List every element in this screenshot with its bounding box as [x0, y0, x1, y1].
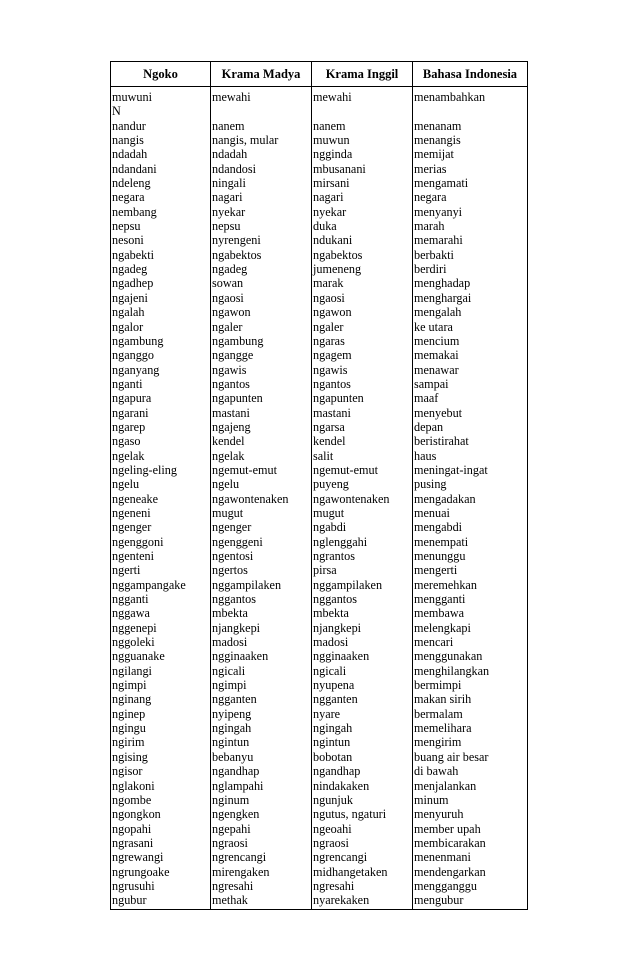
bahasa-indonesia-cell: menjalankan — [413, 779, 528, 793]
krama-madya-cell: ngabektos — [211, 248, 312, 262]
table-row — [111, 320, 528, 334]
bahasa-indonesia-cell: mengerti — [413, 563, 528, 577]
krama-inggil-cell: kendel — [312, 434, 413, 448]
bahasa-indonesia-cell: mengadakan — [413, 492, 528, 506]
table-row — [111, 377, 528, 391]
krama-inggil-cell: mbusanani — [312, 162, 413, 176]
table-row — [111, 205, 528, 219]
krama-madya-cell: ngelu — [211, 477, 312, 491]
bahasa-indonesia-cell: di bawah — [413, 764, 528, 778]
bahasa-indonesia-cell: bermimpi — [413, 678, 528, 692]
bahasa-indonesia-cell: menyebut — [413, 406, 528, 420]
table-row — [111, 635, 528, 649]
bahasa-indonesia-cell: bermalam — [413, 707, 528, 721]
krama-inggil-cell: nggampilaken — [312, 578, 413, 592]
krama-madya-cell: nyipeng — [211, 707, 312, 721]
ngoko-cell: ngrusuhi — [111, 879, 211, 893]
krama-madya-cell: sowan — [211, 276, 312, 290]
krama-madya-cell: nagari — [211, 190, 312, 204]
bahasa-indonesia-cell: sampai — [413, 377, 528, 391]
ngoko-cell: ngadhep — [111, 276, 211, 290]
bahasa-indonesia-cell: mengamati — [413, 176, 528, 190]
krama-inggil-cell: pirsa — [312, 563, 413, 577]
ngoko-cell: ngelu — [111, 477, 211, 491]
ngoko-cell: nganyang — [111, 363, 211, 377]
table-row — [111, 520, 528, 534]
ngoko-cell: ngaso — [111, 434, 211, 448]
krama-madya-cell: ngajeng — [211, 420, 312, 434]
table-row — [111, 850, 528, 864]
krama-inggil-cell: marak — [312, 276, 413, 290]
table-row — [111, 578, 528, 592]
krama-inggil-cell: madosi — [312, 635, 413, 649]
ngoko-cell: negara — [111, 190, 211, 204]
table-row — [111, 592, 528, 606]
bahasa-indonesia-cell: berdiri — [413, 262, 528, 276]
krama-madya-cell: ngawontenaken — [211, 492, 312, 506]
table-row — [111, 721, 528, 735]
krama-madya-cell: ngangge — [211, 348, 312, 362]
krama-inggil-cell: mugut — [312, 506, 413, 520]
krama-madya-cell: ndandosi — [211, 162, 312, 176]
table-row — [111, 406, 528, 420]
ngoko-cell: nggawa — [111, 606, 211, 620]
krama-madya-cell: kendel — [211, 434, 312, 448]
table-row — [111, 233, 528, 247]
ngoko-cell: nggoleki — [111, 635, 211, 649]
ngoko-cell: nginep — [111, 707, 211, 721]
ngoko-cell: nginang — [111, 692, 211, 706]
krama-inggil-cell: mbekta — [312, 606, 413, 620]
table-row — [111, 248, 528, 262]
krama-madya-cell: ngemut-emut — [211, 463, 312, 477]
krama-inggil-cell: ngrencangi — [312, 850, 413, 864]
bahasa-indonesia-cell: membawa — [413, 606, 528, 620]
bahasa-indonesia-cell: ke utara — [413, 320, 528, 334]
krama-inggil-cell: ndukani — [312, 233, 413, 247]
bahasa-indonesia-cell: menangis — [413, 133, 528, 147]
krama-inggil-cell: mastani — [312, 406, 413, 420]
ngoko-cell: ngenggoni — [111, 535, 211, 549]
krama-inggil-cell: ngapunten — [312, 391, 413, 405]
ngoko-cell: ngalah — [111, 305, 211, 319]
bahasa-indonesia-cell: haus — [413, 449, 528, 463]
bahasa-indonesia-cell: mengabdi — [413, 520, 528, 534]
bahasa-indonesia-cell: minum — [413, 793, 528, 807]
bahasa-indonesia-cell: menawar — [413, 363, 528, 377]
table-row — [111, 334, 528, 348]
krama-inggil-cell: midhangetaken — [312, 865, 413, 879]
krama-madya-cell: ngertos — [211, 563, 312, 577]
krama-madya-cell: nggantos — [211, 592, 312, 606]
krama-inggil-cell: nggantos — [312, 592, 413, 606]
ngoko-cell: ngarep — [111, 420, 211, 434]
table-row — [111, 219, 528, 233]
table-row — [111, 348, 528, 362]
krama-madya-cell: ngadeg — [211, 262, 312, 276]
krama-inggil-cell: ngawon — [312, 305, 413, 319]
table-row — [111, 807, 528, 821]
bahasa-indonesia-cell: membicarakan — [413, 836, 528, 850]
krama-inggil-cell: nyarekaken — [312, 893, 413, 909]
bahasa-indonesia-cell: menyuruh — [413, 807, 528, 821]
krama-inggil-cell: nagari — [312, 190, 413, 204]
bahasa-indonesia-cell: member upah — [413, 822, 528, 836]
header-krama-madya: Krama Madya — [211, 62, 312, 87]
krama-madya-cell: nglampahi — [211, 779, 312, 793]
ngoko-cell: ngombe — [111, 793, 211, 807]
krama-inggil-cell: salit — [312, 449, 413, 463]
krama-madya-cell: ngginaaken — [211, 649, 312, 663]
bahasa-indonesia-cell: marah — [413, 219, 528, 233]
ngoko-cell: nandur — [111, 119, 211, 133]
krama-madya-cell: ngganten — [211, 692, 312, 706]
table-row — [111, 822, 528, 836]
ngoko-cell: ngeneake — [111, 492, 211, 506]
krama-madya-cell: nginum — [211, 793, 312, 807]
krama-madya-cell: nanem — [211, 119, 312, 133]
krama-inggil-cell: ngawis — [312, 363, 413, 377]
bahasa-indonesia-cell: mendengarkan — [413, 865, 528, 879]
krama-inggil-cell: muwun — [312, 133, 413, 147]
krama-inggil-cell: nyekar — [312, 205, 413, 219]
krama-inggil-cell: mewahi — [312, 87, 413, 119]
table-row — [111, 119, 528, 133]
ngoko-cell: ngenger — [111, 520, 211, 534]
table-row — [111, 549, 528, 563]
ngoko-cell: ndeleng — [111, 176, 211, 190]
bahasa-indonesia-cell: menuai — [413, 506, 528, 520]
krama-madya-cell: ngaosi — [211, 291, 312, 305]
krama-madya-cell: mirengaken — [211, 865, 312, 879]
ngoko-cell: ndadah — [111, 147, 211, 161]
ngoko-cell: ngarani — [111, 406, 211, 420]
bahasa-indonesia-cell: menghilangkan — [413, 664, 528, 678]
bahasa-indonesia-cell: mengirim — [413, 735, 528, 749]
header-row — [111, 62, 528, 87]
ngoko-cell: ngubur — [111, 893, 211, 909]
krama-madya-cell: ngawon — [211, 305, 312, 319]
ngoko-cell: ngenteni — [111, 549, 211, 563]
krama-madya-cell: ngaler — [211, 320, 312, 334]
ngoko-cell: nggampangake — [111, 578, 211, 592]
table-row — [111, 649, 528, 663]
table-row — [111, 133, 528, 147]
krama-inggil-cell: njangkepi — [312, 621, 413, 635]
ngoko-cell: nggenepi — [111, 621, 211, 635]
krama-inggil-cell: ngraosi — [312, 836, 413, 850]
table-row — [111, 621, 528, 635]
table-row — [111, 176, 528, 190]
bahasa-indonesia-cell: maaf — [413, 391, 528, 405]
krama-inggil-cell: ngaler — [312, 320, 413, 334]
krama-madya-cell: njangkepi — [211, 621, 312, 635]
table-row — [111, 449, 528, 463]
bahasa-indonesia-cell: mengganggu — [413, 879, 528, 893]
bahasa-indonesia-cell: beristirahat — [413, 434, 528, 448]
krama-inggil-cell: ngrantos — [312, 549, 413, 563]
bahasa-indonesia-cell: buang air besar — [413, 750, 528, 764]
ngoko-cell: ngrungoake — [111, 865, 211, 879]
table-body — [111, 87, 528, 910]
table-row — [111, 606, 528, 620]
krama-inggil-cell: nyupena — [312, 678, 413, 692]
krama-madya-cell: nangis, mular — [211, 133, 312, 147]
table-row — [111, 535, 528, 549]
krama-madya-cell: ngantos — [211, 377, 312, 391]
krama-inggil-cell: ngabektos — [312, 248, 413, 262]
krama-madya-cell: mewahi — [211, 87, 312, 119]
table-row — [111, 190, 528, 204]
bahasa-indonesia-cell: meremehkan — [413, 578, 528, 592]
ngoko-cell: ngrewangi — [111, 850, 211, 864]
krama-inggil-cell: ngagem — [312, 348, 413, 362]
bahasa-indonesia-cell: makan sirih — [413, 692, 528, 706]
ngoko-cell: ngerti — [111, 563, 211, 577]
table-row — [111, 793, 528, 807]
table-row — [111, 492, 528, 506]
ngoko-cell: ngirim — [111, 735, 211, 749]
krama-madya-cell: ngrencangi — [211, 850, 312, 864]
krama-madya-cell: ngepahi — [211, 822, 312, 836]
krama-madya-cell: ngimpi — [211, 678, 312, 692]
table-row — [111, 764, 528, 778]
table-row — [111, 477, 528, 491]
bahasa-indonesia-cell: depan — [413, 420, 528, 434]
ngoko-cell: nesoni — [111, 233, 211, 247]
krama-inggil-cell: ngeoahi — [312, 822, 413, 836]
ngoko-cell: ngeneni — [111, 506, 211, 520]
ngoko-cell: ngongkon — [111, 807, 211, 821]
ngoko-cell: nglakoni — [111, 779, 211, 793]
bahasa-indonesia-cell: berbakti — [413, 248, 528, 262]
table-row — [111, 391, 528, 405]
krama-madya-cell: ngintun — [211, 735, 312, 749]
krama-inggil-cell: nglenggahi — [312, 535, 413, 549]
ngoko-cell: ngganti — [111, 592, 211, 606]
table-row — [111, 836, 528, 850]
krama-madya-cell: nyekar — [211, 205, 312, 219]
ngoko-cell: ngimpi — [111, 678, 211, 692]
ngoko-cell: nembang — [111, 205, 211, 219]
bahasa-indonesia-cell: menambahkan — [413, 87, 528, 119]
ngoko-cell: ngisor — [111, 764, 211, 778]
ngoko-cell: nganti — [111, 377, 211, 391]
krama-inggil-cell: bobotan — [312, 750, 413, 764]
krama-inggil-cell: ngicali — [312, 664, 413, 678]
krama-madya-cell: ndadah — [211, 147, 312, 161]
bahasa-indonesia-cell: meningat-ingat — [413, 463, 528, 477]
krama-inggil-cell: ngabdi — [312, 520, 413, 534]
krama-madya-cell: bebanyu — [211, 750, 312, 764]
bahasa-indonesia-cell: mencari — [413, 635, 528, 649]
krama-madya-cell: madosi — [211, 635, 312, 649]
bahasa-indonesia-cell: memelihara — [413, 721, 528, 735]
krama-inggil-cell: ngresahi — [312, 879, 413, 893]
krama-madya-cell: ngingah — [211, 721, 312, 735]
krama-inggil-cell: jumeneng — [312, 262, 413, 276]
krama-inggil-cell: ngaras — [312, 334, 413, 348]
table-row — [111, 147, 528, 161]
krama-inggil-cell: puyeng — [312, 477, 413, 491]
table-row — [111, 463, 528, 477]
bahasa-indonesia-cell: mengubur — [413, 893, 528, 909]
krama-inggil-cell: ngutus, ngaturi — [312, 807, 413, 821]
bahasa-indonesia-cell: negara — [413, 190, 528, 204]
ngoko-cell: ngising — [111, 750, 211, 764]
ngoko-cell: ngguanake — [111, 649, 211, 663]
krama-madya-cell: nggampilaken — [211, 578, 312, 592]
krama-madya-cell: nyrengeni — [211, 233, 312, 247]
bahasa-indonesia-cell: menyanyi — [413, 205, 528, 219]
ngoko-cell: nangis — [111, 133, 211, 147]
table-row — [111, 678, 528, 692]
table-row — [111, 664, 528, 678]
krama-inggil-cell: duka — [312, 219, 413, 233]
bahasa-indonesia-cell: menggunakan — [413, 649, 528, 663]
ngoko-cell: ngeling-eling — [111, 463, 211, 477]
krama-madya-cell: ngambung — [211, 334, 312, 348]
bahasa-indonesia-cell: menenmani — [413, 850, 528, 864]
ngoko-cell: ngapura — [111, 391, 211, 405]
ngoko-cell: ndandani — [111, 162, 211, 176]
krama-madya-cell: mugut — [211, 506, 312, 520]
krama-inggil-cell: ngemut-emut — [312, 463, 413, 477]
bahasa-indonesia-cell: pusing — [413, 477, 528, 491]
krama-inggil-cell: ngandhap — [312, 764, 413, 778]
bahasa-indonesia-cell: menanam — [413, 119, 528, 133]
krama-inggil-cell: mirsani — [312, 176, 413, 190]
bahasa-indonesia-cell: memakai — [413, 348, 528, 362]
table-row — [111, 750, 528, 764]
table-row — [111, 735, 528, 749]
ngoko-cell: nepsu — [111, 219, 211, 233]
header-krama-inggil: Krama Inggil — [312, 62, 413, 87]
table-row — [111, 87, 528, 119]
krama-madya-cell: ngandhap — [211, 764, 312, 778]
table-row — [111, 262, 528, 276]
krama-madya-cell: ngenger — [211, 520, 312, 534]
krama-madya-cell: ngresahi — [211, 879, 312, 893]
krama-madya-cell: ngapunten — [211, 391, 312, 405]
table-row — [111, 363, 528, 377]
table-row — [111, 707, 528, 721]
bahasa-indonesia-cell: mengganti — [413, 592, 528, 606]
bahasa-indonesia-cell: merias — [413, 162, 528, 176]
bahasa-indonesia-cell: menghargai — [413, 291, 528, 305]
krama-inggil-cell: nyare — [312, 707, 413, 721]
krama-madya-cell: nepsu — [211, 219, 312, 233]
ngoko-cell: ngingu — [111, 721, 211, 735]
ngoko-cell: ngadeg — [111, 262, 211, 276]
table-row — [111, 692, 528, 706]
krama-inggil-cell: nanem — [312, 119, 413, 133]
bahasa-indonesia-cell: melengkapi — [413, 621, 528, 635]
table-row — [111, 434, 528, 448]
krama-inggil-cell: ngganten — [312, 692, 413, 706]
krama-inggil-cell: ngarsa — [312, 420, 413, 434]
krama-madya-cell: mbekta — [211, 606, 312, 620]
krama-madya-cell: ngentosi — [211, 549, 312, 563]
krama-inggil-cell: ngintun — [312, 735, 413, 749]
table-row — [111, 506, 528, 520]
krama-inggil-cell: ngaosi — [312, 291, 413, 305]
table-row — [111, 291, 528, 305]
krama-inggil-cell: ngingah — [312, 721, 413, 735]
vocabulary-table — [110, 61, 528, 910]
header-ngoko: Ngoko — [111, 62, 211, 87]
table-row — [111, 865, 528, 879]
table-row — [111, 420, 528, 434]
ngoko-cell: ngilangi — [111, 664, 211, 678]
krama-madya-cell: ningali — [211, 176, 312, 190]
krama-madya-cell: ngicali — [211, 664, 312, 678]
bahasa-indonesia-cell: memarahi — [413, 233, 528, 247]
ngoko-cell: ngelak — [111, 449, 211, 463]
table-row — [111, 162, 528, 176]
bahasa-indonesia-cell: mengalah — [413, 305, 528, 319]
ngoko-cell: ngopahi — [111, 822, 211, 836]
bahasa-indonesia-cell: menghadap — [413, 276, 528, 290]
krama-inggil-cell: nindakaken — [312, 779, 413, 793]
header-bahasa-indonesia: Bahasa Indonesia — [413, 62, 528, 87]
krama-madya-cell: ngraosi — [211, 836, 312, 850]
krama-madya-cell: methak — [211, 893, 312, 909]
krama-madya-cell: ngawis — [211, 363, 312, 377]
bahasa-indonesia-cell: mencium — [413, 334, 528, 348]
krama-inggil-cell: ngginaaken — [312, 649, 413, 663]
table-row — [111, 563, 528, 577]
ngoko-cell: ngajeni — [111, 291, 211, 305]
ngoko-cell: ngambung — [111, 334, 211, 348]
bahasa-indonesia-cell: menunggu — [413, 549, 528, 563]
table-row — [111, 879, 528, 893]
table-row — [111, 305, 528, 319]
bahasa-indonesia-cell: menempati — [413, 535, 528, 549]
ngoko-cell: nganggo — [111, 348, 211, 362]
ngoko-cell: ngrasani — [111, 836, 211, 850]
krama-inggil-cell: ngginda — [312, 147, 413, 161]
krama-inggil-cell: ngunjuk — [312, 793, 413, 807]
table-row — [111, 779, 528, 793]
krama-madya-cell: ngelak — [211, 449, 312, 463]
krama-inggil-cell: ngawontenaken — [312, 492, 413, 506]
krama-madya-cell: ngengken — [211, 807, 312, 821]
krama-inggil-cell: ngantos — [312, 377, 413, 391]
bahasa-indonesia-cell: memijat — [413, 147, 528, 161]
krama-madya-cell: ngenggeni — [211, 535, 312, 549]
table-row — [111, 893, 528, 909]
krama-madya-cell: mastani — [211, 406, 312, 420]
ngoko-cell: muwuni N — [111, 87, 211, 119]
table-row — [111, 276, 528, 290]
ngoko-cell: ngalor — [111, 320, 211, 334]
ngoko-cell: ngabekti — [111, 248, 211, 262]
